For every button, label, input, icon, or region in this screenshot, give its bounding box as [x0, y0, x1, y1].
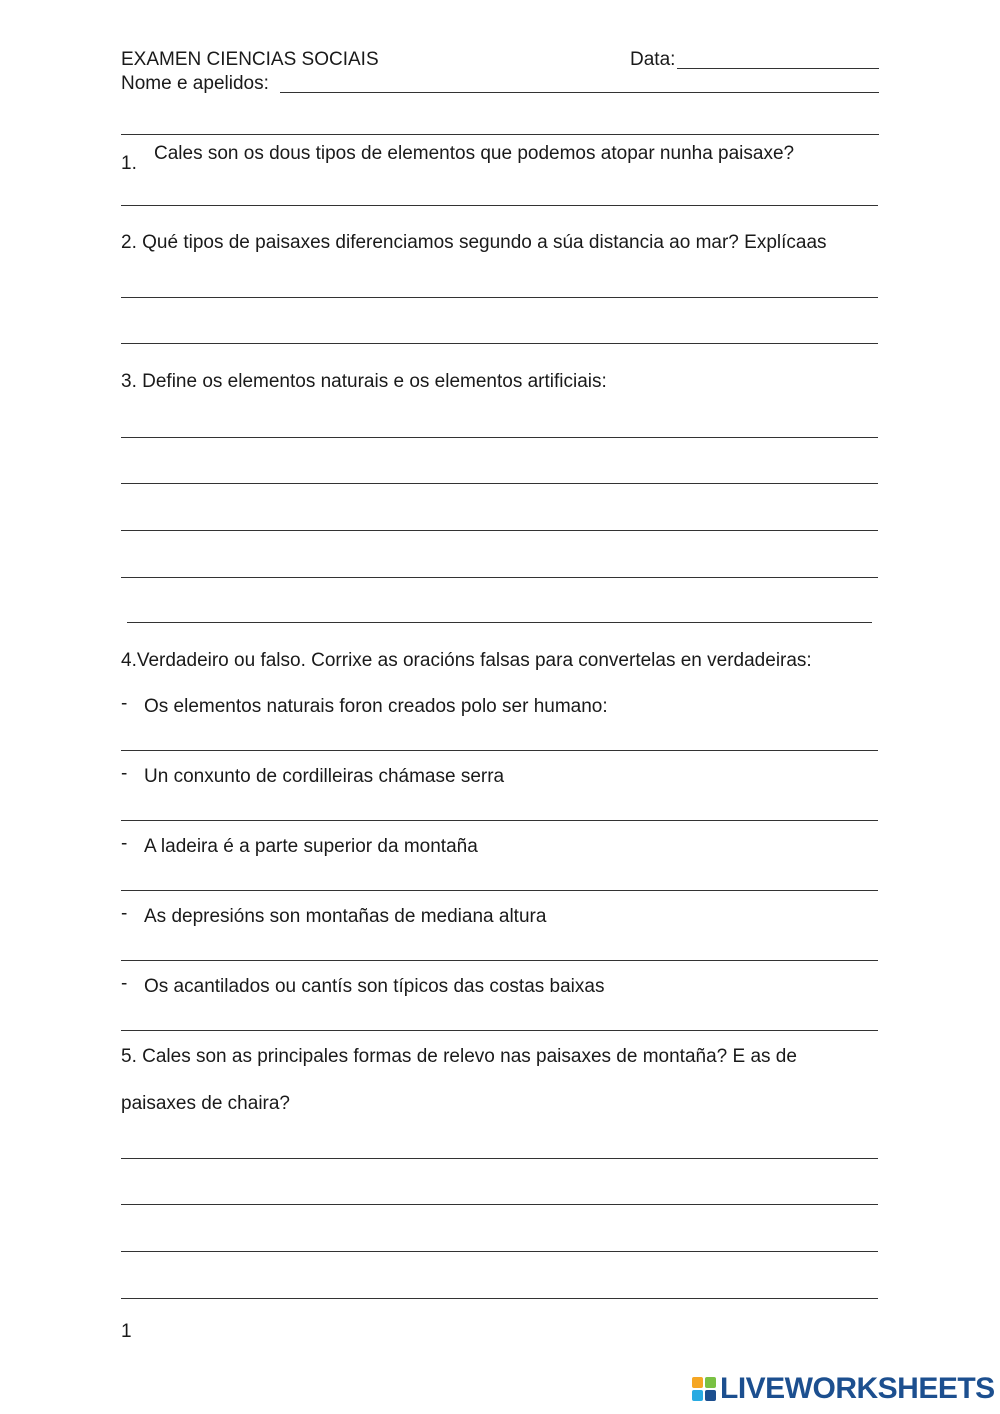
answer-line[interactable] — [127, 622, 872, 623]
answer-line[interactable] — [121, 960, 878, 961]
statement-2: Un conxunto de cordilleiras chámase serra — [144, 766, 505, 787]
answer-line[interactable] — [121, 437, 878, 438]
logo-square — [705, 1390, 716, 1401]
bullet-dash: - — [121, 693, 128, 714]
exam-title: EXAMEN CIENCIAS SOCIAIS — [121, 49, 379, 70]
bullet-dash: - — [121, 763, 128, 784]
answer-line[interactable] — [121, 483, 878, 484]
page-number: 1 — [121, 1321, 132, 1342]
question-5-line-1: 5. Cales son as principales formas de relevo nas paisaxes de montaña? E as de — [121, 1046, 797, 1067]
answer-line[interactable] — [121, 750, 878, 751]
statement-3: A ladeira é a parte superior da montaña — [144, 836, 478, 857]
answer-line[interactable] — [121, 1251, 878, 1252]
question-5-line-2: paisaxes de chaira? — [121, 1093, 290, 1114]
question-3-text: 3. Define os elementos naturais e os elementos artificiais: — [121, 371, 607, 392]
answer-line[interactable] — [121, 1204, 878, 1205]
answer-line[interactable] — [121, 890, 878, 891]
answer-line[interactable] — [121, 530, 878, 531]
logo-grid-icon — [692, 1377, 716, 1401]
bullet-dash: - — [121, 903, 128, 924]
answer-line[interactable] — [121, 205, 878, 206]
answer-line[interactable] — [121, 1030, 878, 1031]
logo-square — [705, 1377, 716, 1388]
liveworksheets-logo — [692, 1374, 995, 1404]
answer-line[interactable] — [121, 134, 879, 135]
statement-4: As depresións son montañas de mediana altura — [144, 906, 547, 927]
date-label: Data: — [630, 49, 676, 70]
name-label: Nome e apelidos: — [121, 73, 269, 94]
answer-line[interactable] — [121, 820, 878, 821]
question-1-number: 1. — [121, 153, 137, 174]
logo-square — [692, 1377, 703, 1388]
answer-line[interactable] — [121, 577, 878, 578]
bullet-dash: - — [121, 833, 128, 854]
question-2-text: 2. Qué tipos de paisaxes diferenciamos segundo a súa distancia ao mar? Explícaas — [121, 232, 827, 253]
bullet-dash: - — [121, 973, 128, 994]
name-field[interactable] — [280, 92, 879, 93]
answer-line[interactable] — [121, 343, 878, 344]
statement-5: Os acantilados ou cantís son típicos das costas baixas — [144, 976, 605, 997]
answer-line[interactable] — [121, 1158, 878, 1159]
logo-square — [692, 1390, 703, 1401]
statement-1: Os elementos naturais foron creados polo ser humano: — [144, 696, 608, 717]
question-4-text: 4.Verdadeiro ou falso. Corrixe as oracións falsas para convertelas en verdadeiras: — [121, 650, 812, 671]
answer-line[interactable] — [121, 297, 878, 298]
date-field[interactable] — [677, 68, 879, 69]
logo-text: LIVEWORKSHEETS — [720, 1372, 995, 1405]
question-1-text: Cales son os dous tipos de elementos que podemos atopar nunha paisaxe? — [154, 143, 795, 164]
answer-line[interactable] — [121, 1298, 878, 1299]
